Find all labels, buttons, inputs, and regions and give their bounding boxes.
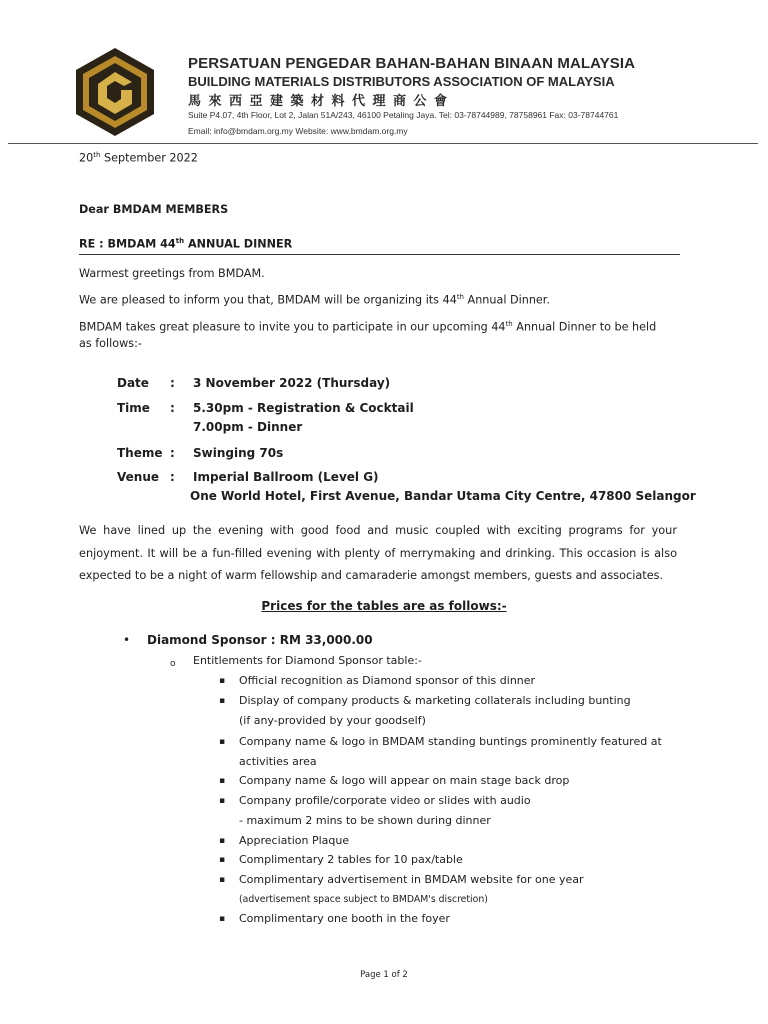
- diamond-sponsor-title: Diamond Sponsor : RM 33,000.00: [147, 633, 373, 647]
- time-label: Time: [117, 401, 150, 415]
- entitlement-item: Complimentary one booth in the foyer: [239, 912, 450, 925]
- square-bullet-icon: ▪: [219, 836, 226, 846]
- entitlement-item-cont: (advertisement space subject to BMDAM's discretion): [239, 894, 488, 905]
- entitlement-item-cont: - maximum 2 mins to be shown during dinner: [239, 814, 491, 827]
- time-colon: :: [170, 401, 175, 415]
- prices-heading: Prices for the tables are as follows:-: [261, 599, 507, 613]
- circle-bullet-icon: o: [170, 659, 176, 669]
- theme-label: Theme: [117, 446, 163, 460]
- date-colon: :: [170, 376, 175, 390]
- square-bullet-icon: ▪: [219, 676, 226, 686]
- entitlements-heading: Entitlements for Diamond Sponsor table:-: [193, 654, 422, 667]
- entitlement-item: Company name & logo will appear on main stage back drop: [239, 774, 570, 787]
- square-bullet-icon: ▪: [219, 875, 226, 885]
- theme-value: Swinging 70s: [193, 446, 284, 460]
- entitlement-item: Official recognition as Diamond sponsor of this dinner: [239, 674, 536, 687]
- venue-value-address: One World Hotel, First Avenue, Bandar Utama City Centre, 47800 Selangor: [190, 489, 696, 503]
- salutation: Dear BMDAM MEMBERS: [79, 203, 229, 216]
- square-bullet-icon: ▪: [219, 796, 226, 806]
- subject-underline: [79, 254, 680, 255]
- org-name-english: BUILDING MATERIALS DISTRIBUTORS ASSOCIATION OF MALAYSIA: [188, 74, 615, 89]
- entitlement-item-cont: activities area: [239, 755, 317, 768]
- square-bullet-icon: ▪: [219, 776, 226, 786]
- square-bullet-icon: ▪: [219, 737, 226, 747]
- date-value: 3 November 2022 (Thursday): [193, 376, 391, 390]
- page-number: Page 1 of 2: [360, 970, 408, 980]
- association-logo: [74, 46, 156, 138]
- invite-paragraph: BMDAM takes great pleasure to invite you to participate in our upcoming 44th Annual Dinner to be held: [79, 320, 657, 334]
- inform-paragraph: We are pleased to inform you that, BMDAM will be organizing its 44th Annual Dinner.: [79, 293, 550, 307]
- date-label: Date: [117, 376, 149, 390]
- venue-colon: :: [170, 470, 175, 484]
- square-bullet-icon: ▪: [219, 696, 226, 706]
- org-name-malay: PERSATUAN PENGEDAR BAHAN-BAHAN BINAAN MALAYSIA: [188, 55, 636, 72]
- venue-label: Venue: [117, 470, 159, 484]
- entitlement-item: Complimentary 2 tables for 10 pax/table: [239, 853, 463, 866]
- greeting-paragraph: Warmest greetings from BMDAM.: [79, 267, 265, 280]
- bullet-icon: •: [123, 633, 131, 647]
- entitlement-item: Appreciation Plaque: [239, 834, 350, 847]
- square-bullet-icon: ▪: [219, 855, 226, 865]
- entitlement-item: Complimentary advertisement in BMDAM website for one year: [239, 873, 584, 886]
- entitlement-item: Company name & logo in BMDAM standing buntings prominently featured at: [239, 735, 662, 748]
- entitlement-item-cont: (if any-provided by your goodself): [239, 714, 426, 727]
- time-value-registration: 5.30pm - Registration & Cocktail: [193, 401, 414, 415]
- letter-date: 20th September 2022: [79, 151, 198, 165]
- subject-line: RE : BMDAM 44th ANNUAL DINNER: [79, 237, 293, 251]
- entitlement-item: Display of company products & marketing collaterals including bunting: [239, 694, 631, 707]
- square-bullet-icon: ▪: [219, 914, 226, 924]
- theme-colon: :: [170, 446, 175, 460]
- org-address: Suite P4.07, 4th Floor, Lot 2, Jalan 51A/243, 46100 Petaling Jaya. Tel: 03-78744989, 78758961 Fax: 03-78744761: [188, 110, 619, 120]
- org-contact: Email: info@bmdam.org.my Website: www.bmdam.org.my: [188, 126, 408, 136]
- venue-value-ballroom: Imperial Ballroom (Level G): [193, 470, 379, 484]
- invite-paragraph-cont: as follows:-: [79, 337, 142, 350]
- time-value-dinner: 7.00pm - Dinner: [193, 420, 303, 434]
- body-paragraph: We have lined up the evening with good food and music coupled with exciting programs for your enjoyment. It will be a fun-filled evening with plenty of merrymaking and drinking. This occasion is also expected to be a night of warm fellowship and camaraderie amongst members, guests and associates.: [79, 524, 677, 582]
- entitlement-item: Company profile/corporate video or slides with audio: [239, 794, 531, 807]
- header-divider: [8, 143, 758, 144]
- org-name-chinese: 馬來西亞建築材料代理商公會: [188, 94, 455, 109]
